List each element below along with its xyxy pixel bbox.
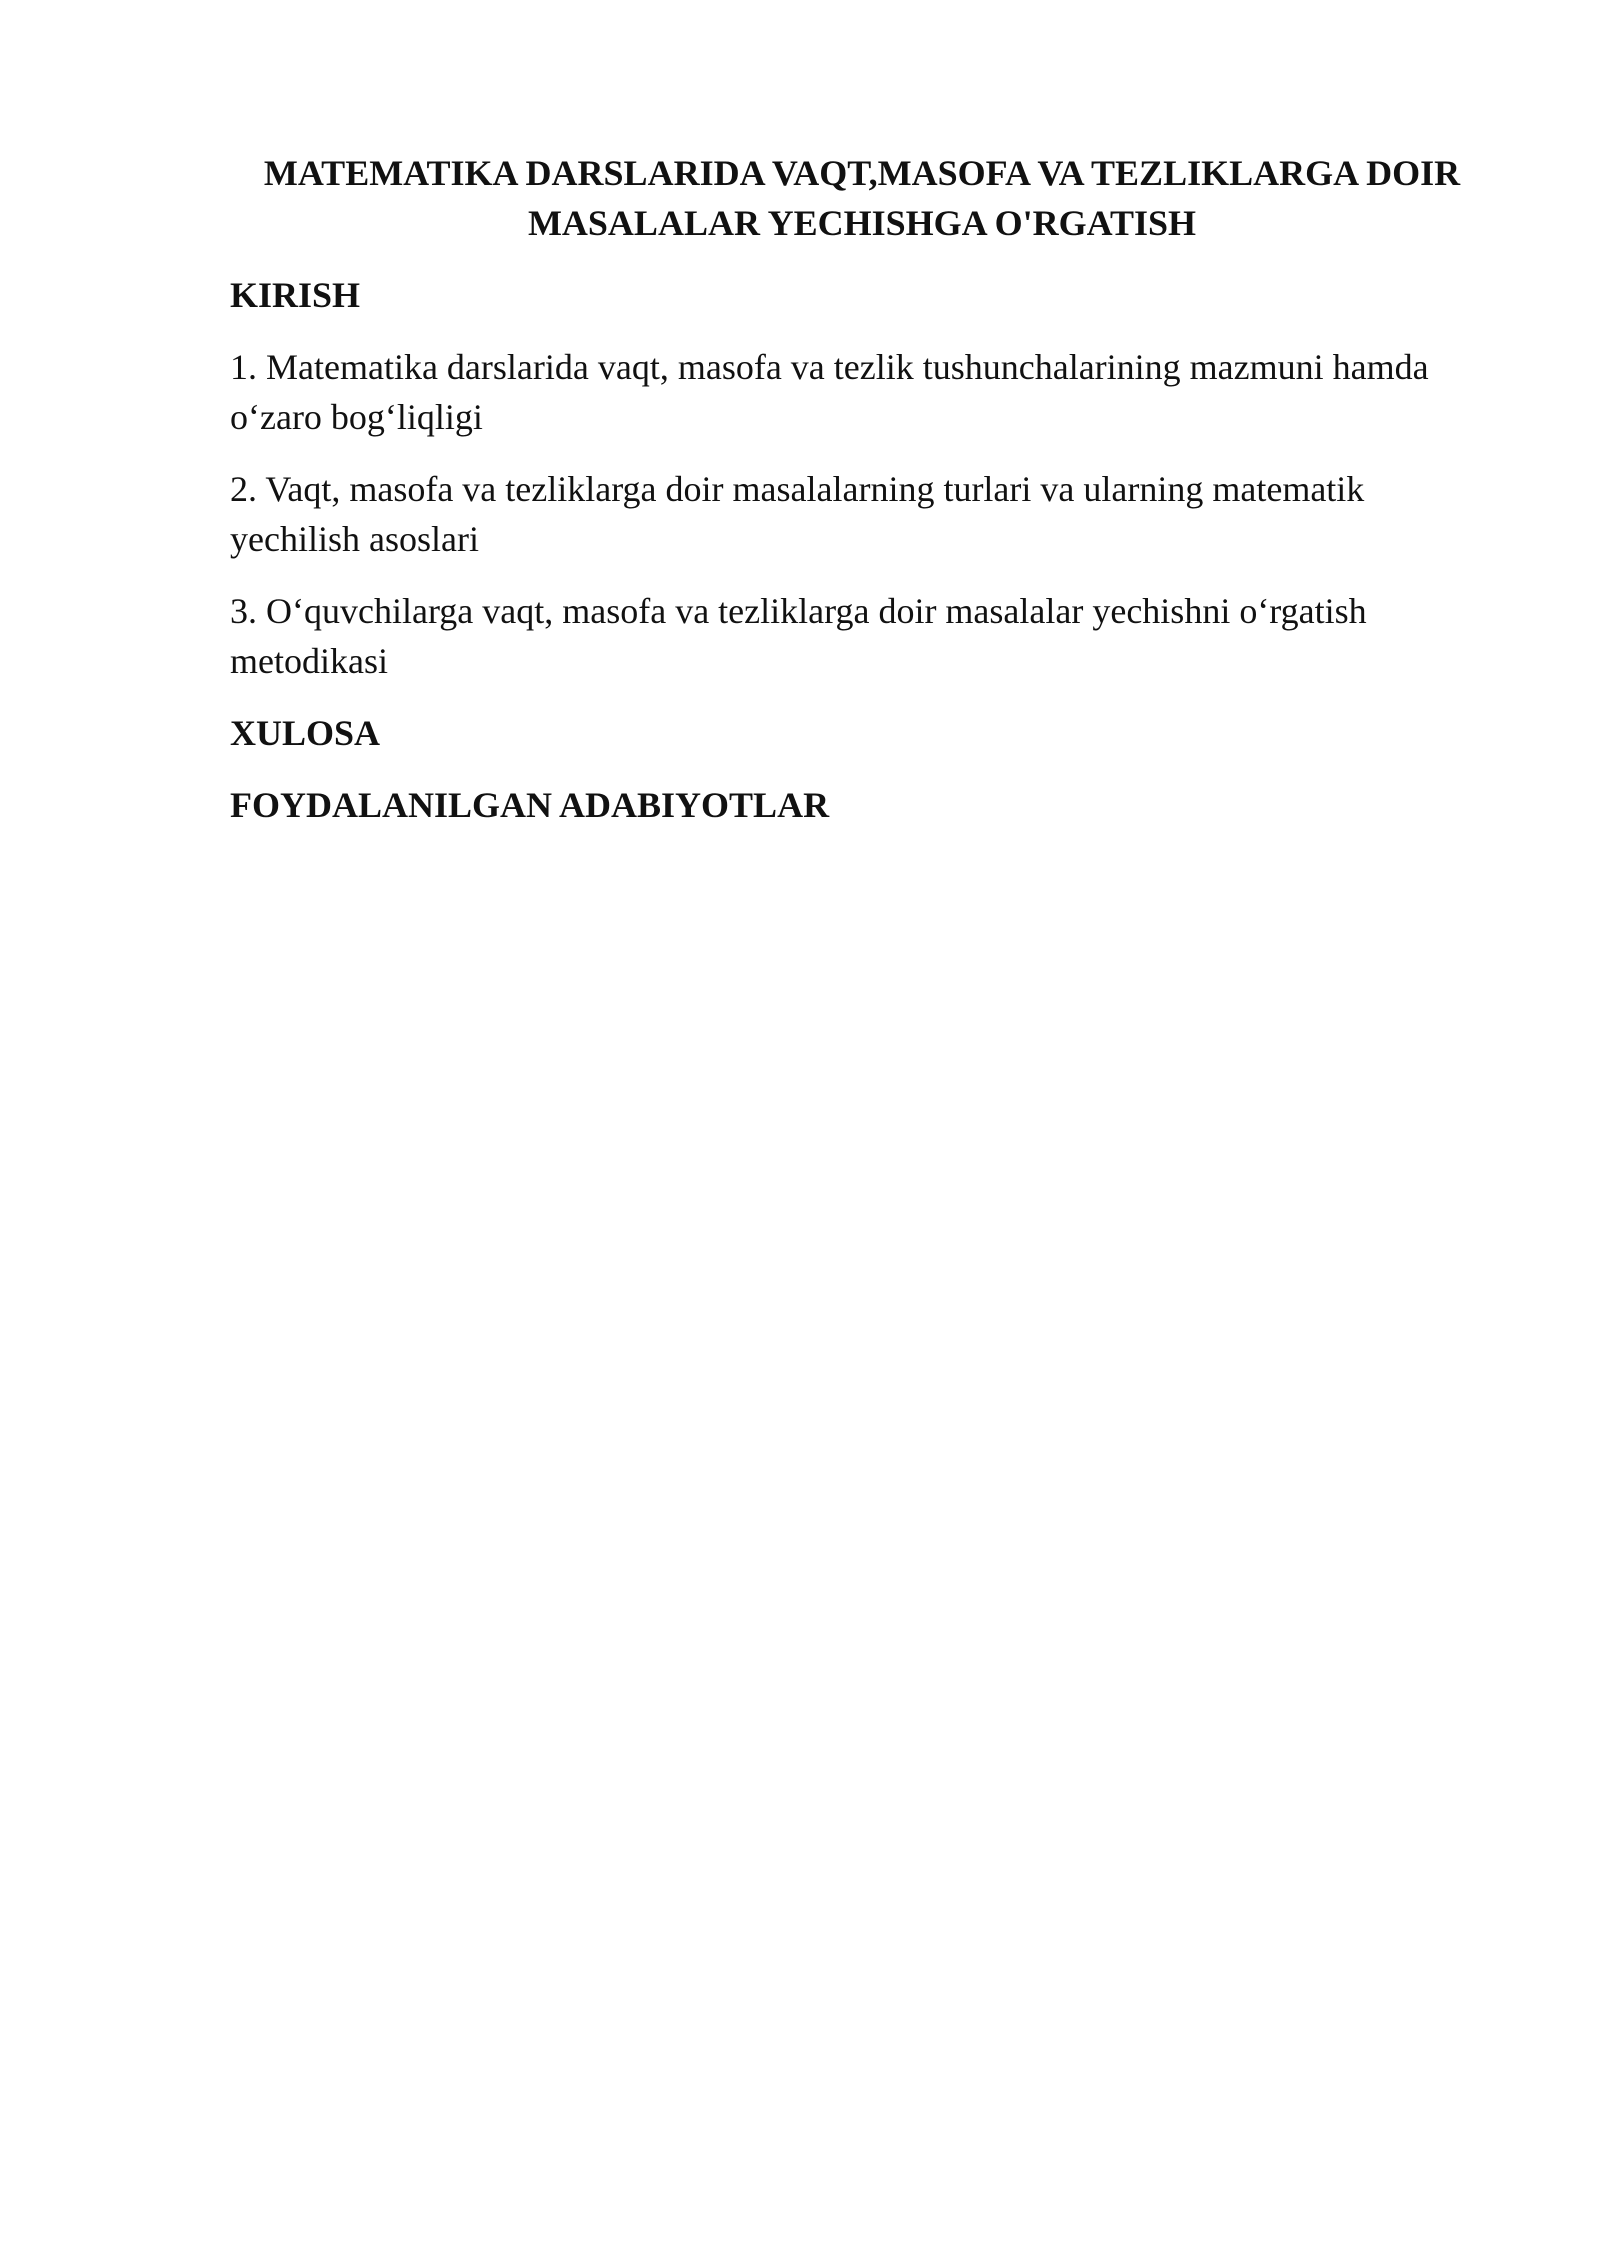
toc-item-1-line-1: 1. Matematika darslarida vaqt, masofa va tezlik tushunchalarining mazmuni hamda [230,347,1429,387]
conclusion-heading: XULOSA [230,713,381,753]
toc-item-3 [230,586,1494,686]
document-content [230,148,1494,830]
toc-item-3-line-1: 3. O‘quvchilarga vaqt, masofa va tezliklarga doir masalalar yechishni o‘rgatish [230,591,1367,631]
intro-heading: KIRISH [230,275,361,315]
toc-item-1-line-2: o‘zaro bog‘liqligi [230,397,483,437]
toc-item-3-line-2: metodikasi [230,641,388,681]
toc-item-2-line-2: yechilish asoslari [230,519,479,559]
document-title-line-1: MATEMATIKA DARSLARIDA VAQT,MASOFA VA TEZLIKLARGA DOIR [263,153,1461,193]
toc-item-1 [230,342,1494,442]
document-title-line-2: MASALALAR YECHISHGA O'RGATISH [527,203,1197,243]
references-heading: FOYDALANILGAN ADABIYOTLAR [230,785,830,825]
toc-item-2-line-1: 2. Vaqt, masofa va tezliklarga doir masalalarning turlari va ularning matematik [230,469,1365,509]
document-title [230,148,1494,248]
toc-item-2 [230,464,1494,564]
